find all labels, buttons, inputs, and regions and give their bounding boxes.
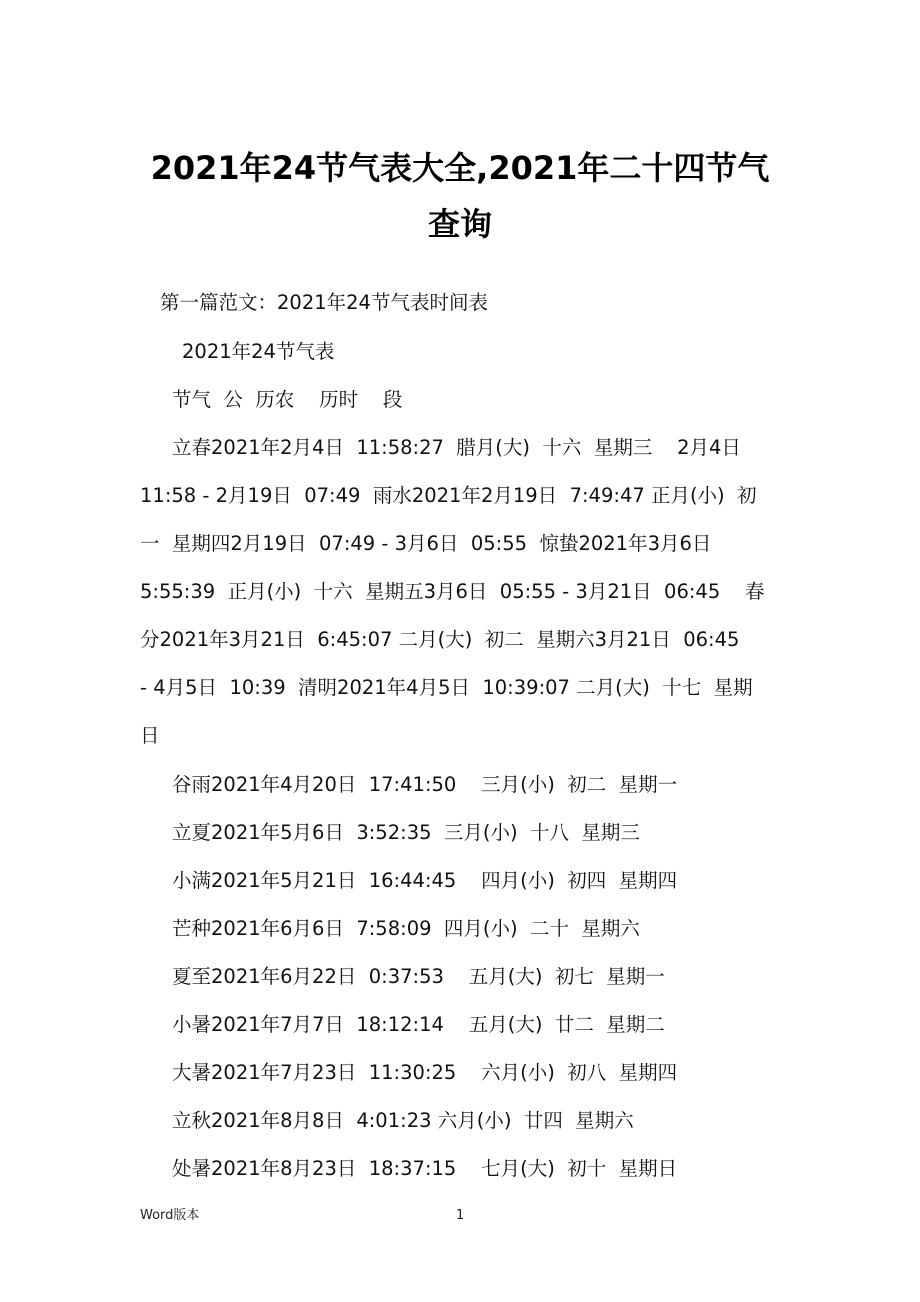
paragraph-line: 立春2021年2月4日 11:58:27 腊月(大) 十六 星期三 2月4日 — [172, 436, 741, 459]
solar-term-row: 处暑2021年8月23日 18:37:15 七月(大) 初十 星期日 — [172, 1157, 678, 1180]
table-caption: 2021年24节气表 — [182, 340, 335, 363]
document-title-line-2: 查询 — [427, 205, 492, 243]
solar-term-row: 大暑2021年7月23日 11:30:25 六月(小) 初八 星期四 — [172, 1061, 678, 1084]
paragraph-line: 5:55:39 正月(小) 十六 星期五3月6日 05:55 - 3月21日 06:45 春 — [140, 580, 765, 603]
solar-term-row: 立秋2021年8月8日 4:01:23 六月(小) 廿四 星期六 — [172, 1109, 634, 1132]
paragraph-line: 一 星期四2月19日 07:49 - 3月6日 05:55 惊蛰2021年3月6日 — [140, 532, 712, 555]
page-number: 1 — [456, 1208, 465, 1223]
paragraph-line: 日 — [140, 724, 160, 747]
paragraph-line: - 4月5日 10:39 清明2021年4月5日 10:39:07 二月(大) 十七 星期 — [140, 676, 753, 699]
solar-term-row: 谷雨2021年4月20日 17:41:50 三月(小) 初二 星期一 — [172, 773, 678, 796]
solar-term-row: 小满2021年5月21日 16:44:45 四月(小) 初四 星期四 — [172, 869, 678, 892]
section-heading: 第一篇范文：2021年24节气表时间表 — [160, 291, 488, 314]
footer-label: Word版本 — [140, 1208, 200, 1223]
solar-term-row: 夏至2021年6月22日 0:37:53 五月(大) 初七 星期一 — [172, 965, 665, 988]
solar-term-row: 小暑2021年7月7日 18:12:14 五月(大) 廿二 星期二 — [172, 1013, 665, 1036]
table-header-row: 节气 公 历农 历时 段 — [172, 388, 403, 411]
solar-term-row: 立夏2021年5月6日 3:52:35 三月(小) 十八 星期三 — [172, 821, 640, 844]
solar-term-row: 芒种2021年6月6日 7:58:09 四月(小) 二十 星期六 — [172, 917, 640, 940]
document-title-line-1: 2021年24节气表大全,2021年二十四节气 — [150, 149, 770, 187]
paragraph-line: 11:58 - 2月19日 07:49 雨水2021年2月19日 7:49:47 正月(小) 初 — [140, 484, 757, 507]
paragraph-line: 分2021年3月21日 6:45:07 二月(大) 初二 星期六3月21日 06:45 — [140, 628, 740, 651]
